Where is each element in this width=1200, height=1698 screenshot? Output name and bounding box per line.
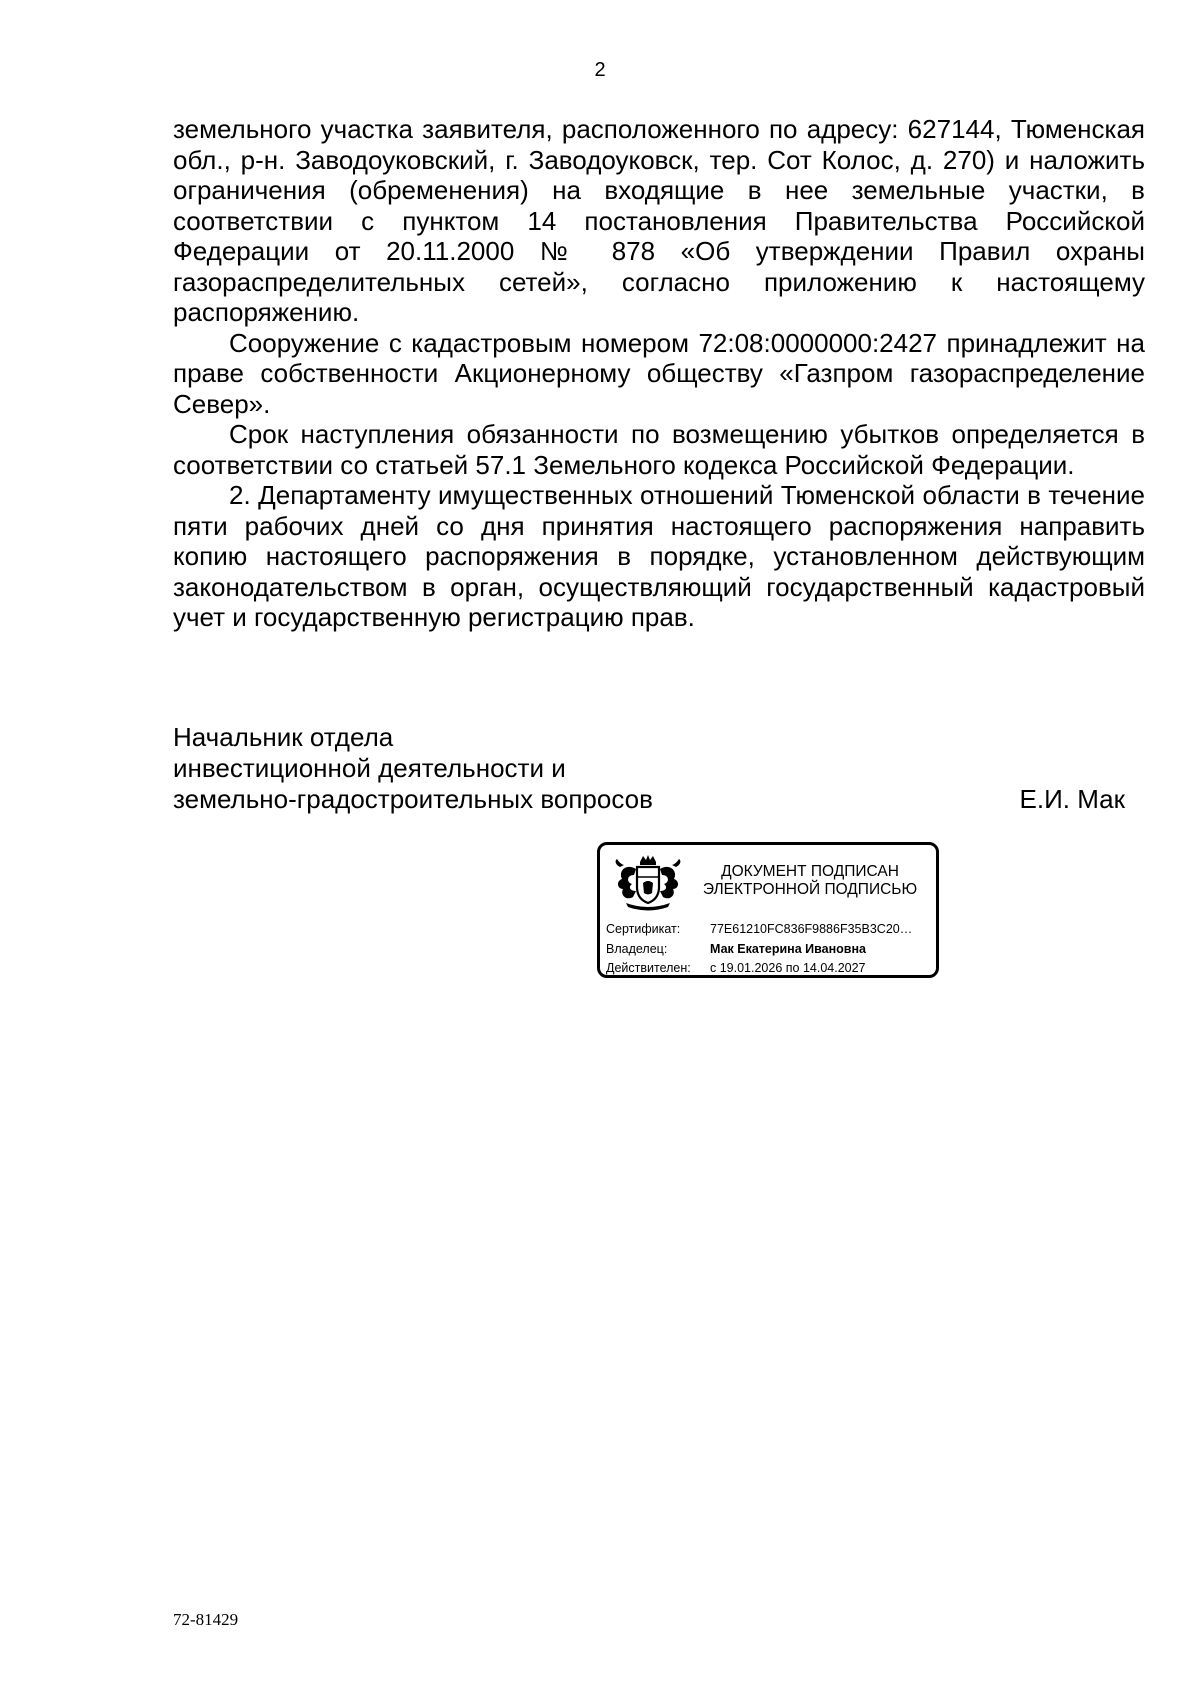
owner-label: Владелец: <box>606 942 668 956</box>
coat-of-arms-icon <box>608 853 688 913</box>
page-number: 2 <box>594 59 606 81</box>
paragraph-ownership: Сооружение с кадастровым номером 72:08:0000000:2427 принадлежит на праве собственности Акционерному обществу «Газпром газораспределение Север». <box>173 327 1145 419</box>
valid-value: с 19.01.2026 по 14.04.2027 <box>710 961 866 975</box>
signatory-position-line: Начальник отдела <box>173 722 394 752</box>
signatory-position-line: земельно-градостроительных вопросов <box>173 784 653 814</box>
paragraph-item-2: 2. Департаменту имущественных отношений Тюменской области в течение пяти рабочих дней со дня принятия настоящего распоряжения направить копию настоящего распоряжения в порядке, установленном действующим законодательством в орган, осуществляющий государственный кадастровый учет и государственную регистрацию прав. <box>173 480 1145 632</box>
document-body <box>173 114 1145 633</box>
stamp-title-line: ЭЛЕКТРОННОЙ ПОДПИСЬЮ <box>702 881 918 898</box>
valid-label: Действителен: <box>606 961 691 975</box>
owner-value: Мак Екатерина Ивановна <box>710 942 866 956</box>
electronic-signature-stamp <box>597 842 939 978</box>
paragraph-continuation: земельного участка заявителя, расположенного по адресу: 627144, Тюменская обл., р-н. Заводоуковский, г. Заводоуковск, тер. Сот Колос, д. 270) и наложить ограничения (обременения) на входящие в нее земельные участки, в соответствии с пунктом 14 постановления Правительства Российской Федерации от 20.11.2000 № 878 «Об утверждении Правил охраны газораспределительных сетей», согласно приложению к настоящему распоряжению. <box>173 114 1145 327</box>
stamp-certificate-row <box>606 921 912 937</box>
stamp-validity-row <box>606 960 866 976</box>
signatory-position <box>173 722 653 815</box>
signatory-position-line: инвестиционной деятельности и <box>173 753 566 783</box>
signatory-name: Е.И. Мак <box>1019 784 1125 814</box>
stamp-title-line: ДОКУМЕНТ ПОДПИСАН <box>721 863 899 880</box>
stamp-title <box>686 863 934 899</box>
certificate-value: 77E61210FC836F9886F35B3C20… <box>710 922 913 936</box>
certificate-label: Сертификат: <box>606 922 681 936</box>
document-code: 72-81429 <box>173 1610 239 1629</box>
paragraph-damages-term: Срок наступления обязанности по возмещению убытков определяется в соответствии со статьей 57.1 Земельного кодекса Российской Федерации. <box>173 419 1145 480</box>
signature-block <box>173 722 1125 822</box>
stamp-owner-row <box>606 941 866 957</box>
